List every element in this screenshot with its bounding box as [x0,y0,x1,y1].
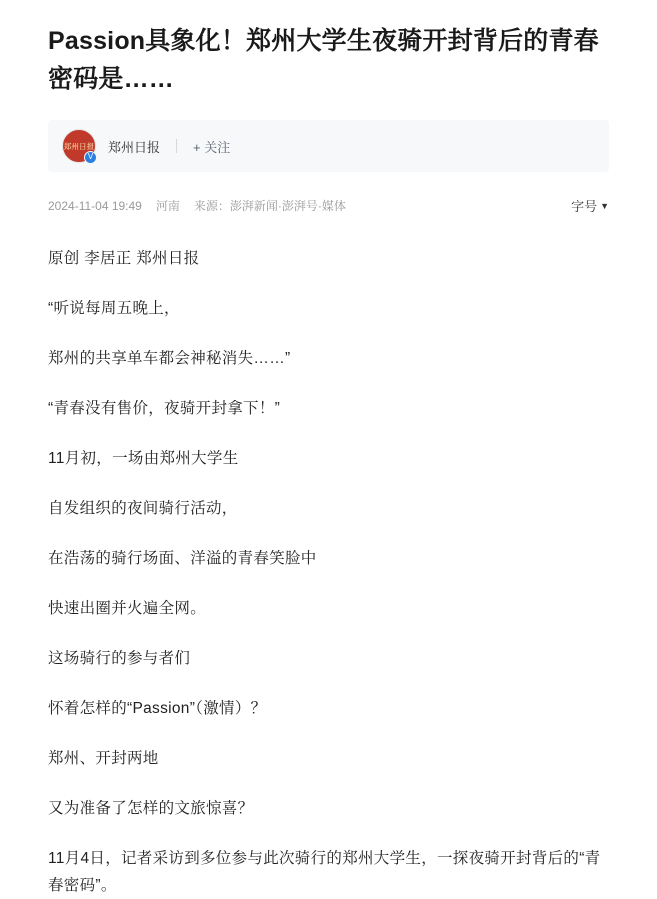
paragraph: 11月4日，记者采访到多位参与此次骑行的郑州大学生，一探夜骑开封背后的“青春密码”。 [48,850,601,894]
paragraph: 11月初，一场由郑州大学生 [48,450,239,467]
font-size-label: 字号 [571,199,598,214]
publish-location: 河南 [155,199,180,213]
meta-left-group [48,197,346,214]
page-title: Passion具象化！郑州大学生夜骑开封背后的青春密码是…… [48,27,599,93]
paragraph: 快速出圈并火遍全网。 [48,600,207,617]
publish-datetime: 2024-11-04 19:49 [48,198,142,213]
chevron-down-icon: ▼ [600,201,609,211]
avatar-label: 郑州日报 [63,141,95,151]
publish-source: 来源：澎湃新闻·澎湃号·媒体 [193,199,346,213]
paragraph: 郑州、开封两地 [48,750,159,767]
paragraph: 在浩荡的骑行场面、洋溢的青春笑脸中 [48,550,317,567]
paragraph: “听说每周五晚上， [48,300,180,317]
paragraph: 郑州的共享单车都会神秘消失……” [48,350,291,367]
paragraph: 自发组织的夜间骑行活动， [48,500,238,517]
verified-badge-icon: V [84,151,97,164]
divider [176,139,177,153]
source-card [48,120,609,172]
paragraph: 又为准备了怎样的文旅惊喜？ [48,800,254,817]
avatar[interactable] [62,129,96,163]
publisher-name[interactable]: 郑州日报 [108,139,161,155]
paragraph: 怀着怎样的“Passion”（激情）？ [48,700,267,717]
paragraph: 这场骑行的参与者们 [48,650,191,667]
article-body [48,245,609,899]
font-size-control[interactable] [571,196,609,215]
paragraph: 原创 李居正 郑州日报 [48,250,200,267]
article-meta [48,196,609,215]
paragraph: “青春没有售价，夜骑开封拿下！” [48,400,281,417]
follow-button[interactable]: + 关注 [193,139,231,155]
